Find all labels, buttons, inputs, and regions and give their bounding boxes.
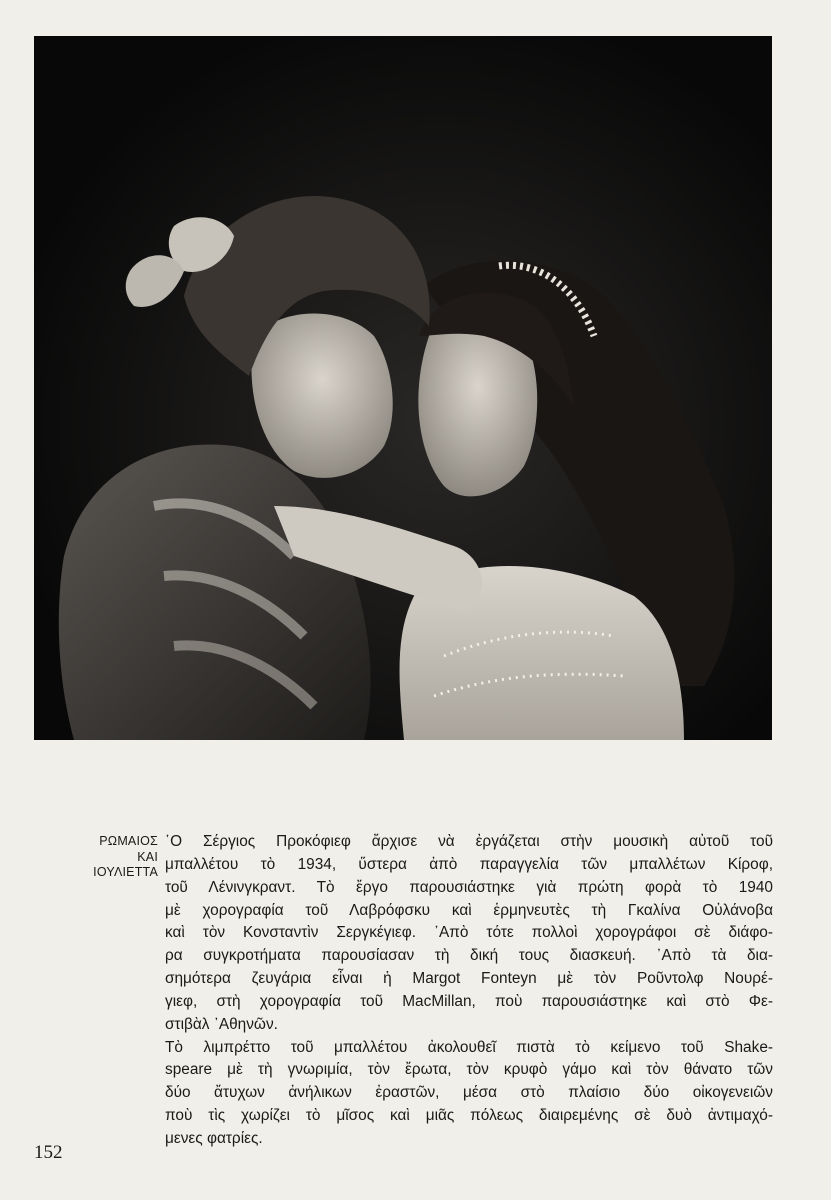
ballet-photo <box>34 36 772 740</box>
caption-line: ΚΑΙ <box>137 849 158 864</box>
body-text <box>165 831 773 1151</box>
text-line: ρα συγκροτήματα παρουσίασαν τὴ δική τους διασκευή. ᾽Απὸ τὰ δια- <box>165 947 773 965</box>
text-line: γιεφ, στὴ χορογραφία τοῦ MacMillan, ποὺ παρουσιάστηκε καὶ στὸ Φε- <box>165 992 773 1010</box>
text-line: μπαλλέτου τὸ 1934, ὕστερα ἀπὸ παραγγελία τῶν μπαλλέτων Κίροφ, <box>165 855 773 873</box>
text-line: μενες φατρίες. <box>165 1129 263 1147</box>
text-line: ῾Ο Σέργιος Προκόφιεφ ἄρχισε νὰ ἐργάζεται στὴν μουσικὴ αὐτοῦ τοῦ <box>165 833 773 850</box>
text-line: speare μὲ τὴ γνωριμία, τὸν ἔρωτα, τὸν κρυφὸ γάμο καὶ τὸν θάνατο τῶν <box>165 1061 773 1079</box>
text-line: ποὺ τὶς χωρίζει τὸ μῖσος καὶ μιᾶς πόλεως διαιρεμένης σὲ δυὸ ἀντιμαχό- <box>165 1107 773 1125</box>
page-number: 152 <box>34 1142 63 1163</box>
caption-line: ΙΟΥΛΙΕΤΤΑ <box>93 865 158 879</box>
text-line: Τὸ λιμπρέττο τοῦ μπαλλέτου ἀκολουθεῖ πιστὰ τὸ κείμενο τοῦ Shake- <box>165 1038 773 1056</box>
text-line: μὲ χορογραφία τοῦ Λαβρόφσκυ καὶ ἑρμηνευτὲς τὴ Γκαλίνα Οὐλάνοβα <box>165 901 773 919</box>
text-line: στιβὰλ ᾽Αθηνῶν. <box>165 1015 278 1033</box>
text-line: δύο ἄτυχων ἀνήλικων ἐραστῶν, μέσα στὸ πλαίσιο δύο οἰκογενειῶν <box>165 1084 773 1102</box>
text-line: τοῦ Λένινγκραντ. Τὸ ἔργο παρουσιάστηκε γιὰ πρώτη φορὰ τὸ 1940 <box>165 878 773 896</box>
ballet-couple-photo-icon <box>34 36 772 740</box>
side-caption <box>60 834 158 881</box>
text-line: σημότερα ζευγάρια εἶναι ἡ Margot Fonteyn μὲ τὸν Ροῦντολφ Νουρέ- <box>165 970 773 988</box>
caption-line: ΡΩΜΑΙΟΣ <box>99 834 158 848</box>
text-line: καὶ τὸν Κονσταντὶν Σεργκέγιεφ. ᾽Απὸ τότε πολλοὶ χορογράφοι σὲ διάφο- <box>165 924 773 942</box>
